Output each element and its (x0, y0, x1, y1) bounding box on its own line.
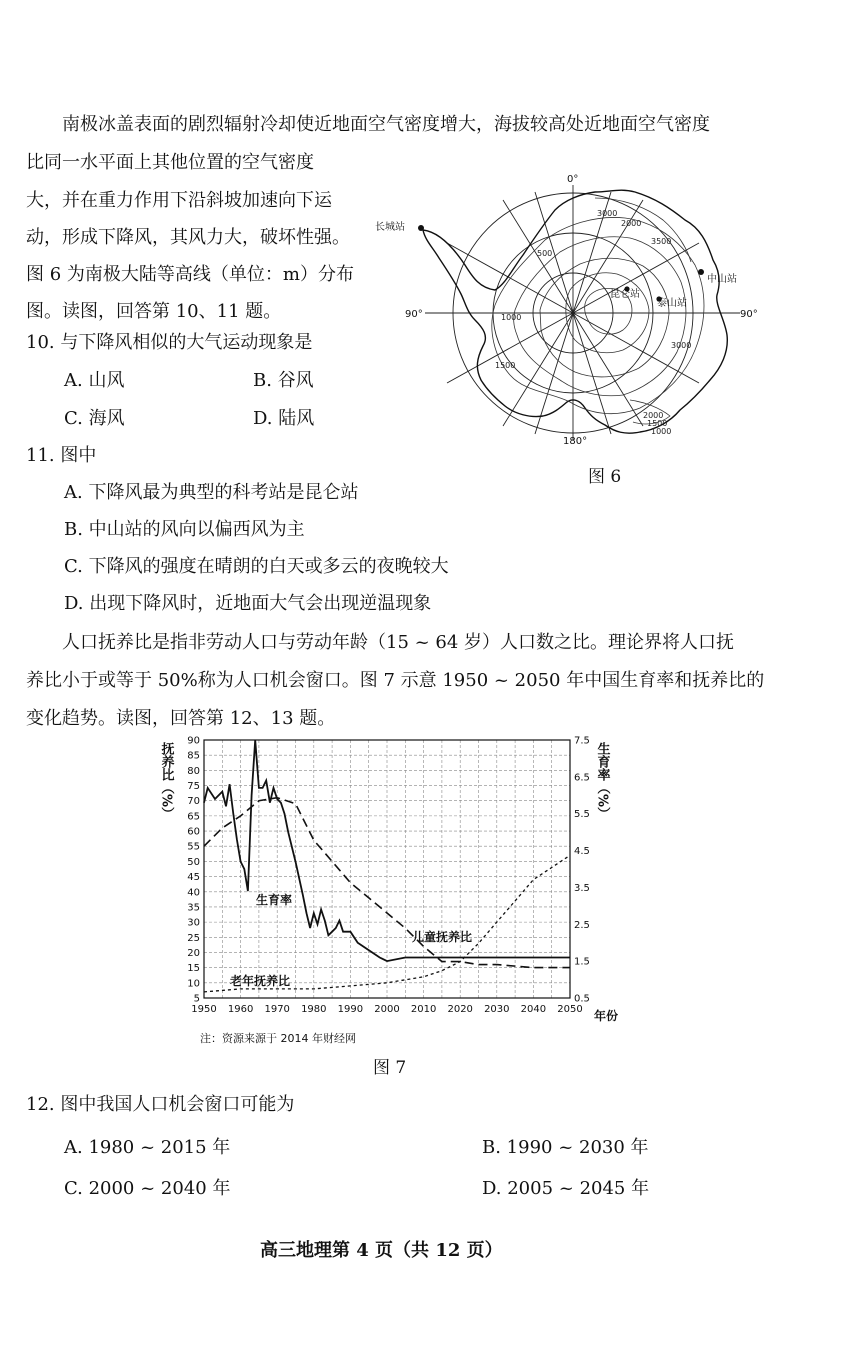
intro-line-2: 比同一水平面上其他位置的空气密度 (26, 152, 314, 173)
x-tick-label: 1970 (264, 1004, 290, 1015)
zhongshan-station-marker (698, 269, 704, 275)
y-left-tick-label: 80 (187, 765, 200, 777)
intro-line-6: 图。读图，回答第 10、11 题。 (26, 301, 282, 322)
q10-option-a[interactable]: A. 山风 (64, 370, 125, 391)
y-right-tick-label: 3.5 (574, 882, 590, 894)
x-tick-label: 1950 (191, 1004, 217, 1015)
y-left-tick-label: 50 (187, 856, 200, 868)
label-0deg: 0° (567, 174, 579, 185)
label-taishan-station: 泰山站 (657, 298, 687, 309)
contour-label: 3000 (597, 209, 618, 218)
label-fertility: 生育率 (256, 893, 293, 907)
population-chart (150, 730, 630, 1060)
contour-label: 3500 (651, 237, 672, 246)
x-tick-label: 1960 (227, 1004, 254, 1015)
q11-option-a[interactable]: A. 下降风最为典型的科考站是昆仑站 (64, 482, 359, 503)
q11-option-c[interactable]: C. 下降风的强度在晴朗的白天或多云的夜晚较大 (64, 556, 449, 577)
q10-option-d[interactable]: D. 陆风 (253, 408, 315, 429)
q12-stem: 12. 图中我国人口机会窗口可能为 (26, 1094, 295, 1115)
y-left-tick-label: 25 (187, 932, 200, 944)
q10-option-c[interactable]: C. 海风 (64, 408, 125, 429)
x-tick-label: 1980 (301, 1004, 327, 1015)
label-child-dependency: 儿童抚养比 (412, 930, 473, 944)
right-axis-label: 生育率（%） (594, 742, 610, 821)
y-right-tick-label: 2.5 (574, 919, 590, 931)
label-90deg-east: 90° (740, 309, 758, 320)
y-left-tick-label: 65 (187, 811, 200, 823)
contour-label: 1500 (647, 419, 668, 428)
y-left-tick-label: 35 (187, 902, 200, 914)
intro2-line-3: 变化趋势。读图，回答第 12、13 题。 (26, 708, 336, 729)
label-90deg-west: 90° (405, 309, 423, 320)
antarctica-contour-map (375, 170, 770, 455)
contour-line (540, 258, 669, 377)
x-tick-label: 2050 (557, 1004, 583, 1015)
label-elder-dependency: 老年抚养比 (230, 974, 291, 988)
contour-label: 1000 (651, 427, 672, 436)
q11-stem: 11. 图中 (26, 445, 97, 466)
x-tick-label: 2040 (520, 1004, 547, 1015)
y-left-tick-label: 20 (187, 947, 200, 959)
y-left-tick-label: 45 (187, 872, 200, 884)
q12-option-a[interactable]: A. 1980 ~ 2015 年 (64, 1137, 231, 1158)
q12-option-b[interactable]: B. 1990 ~ 2030 年 (482, 1137, 649, 1158)
y-right-tick-label: 0.5 (574, 993, 590, 1005)
q12-option-c[interactable]: C. 2000 ~ 2040 年 (64, 1178, 231, 1199)
contour-label: 2000 (643, 411, 664, 420)
y-left-tick-label: 15 (187, 963, 200, 975)
source-note: 注：资源来源于 2014 年财经网 (200, 1032, 356, 1045)
y-left-tick-label: 60 (187, 826, 200, 838)
x-tick-label: 1990 (337, 1004, 364, 1015)
y-left-ticks (187, 736, 200, 1005)
y-right-tick-label: 1.5 (574, 956, 590, 968)
intro2-line-2: 养比小于或等于 50%称为人口机会窗口。图 7 示意 1950 ~ 2050 年中国生育率和抚养比的 (26, 670, 765, 691)
y-right-tick-label: 5.5 (574, 809, 590, 821)
contour-label: 1000 (501, 313, 522, 322)
fig7-caption: 图 7 (373, 1058, 407, 1078)
x-axis-unit: 年份 (594, 1009, 619, 1023)
left-axis-label: 抚养比（%） (158, 742, 174, 821)
x-ticks (191, 1004, 582, 1015)
y-left-tick-label: 30 (187, 917, 200, 929)
intro-line-3: 大，并在重力作用下沿斜坡加速向下运 (26, 190, 332, 211)
x-tick-label: 2010 (410, 1004, 437, 1015)
intro-line-1: 南极冰盖表面的剧烈辐射冷却使近地面空气密度增大，海拔较高处近地面空气密度 (62, 114, 710, 135)
y-left-tick-label: 55 (187, 841, 200, 853)
label-changcheng-station: 长城站 (375, 222, 405, 233)
intro2-line-1: 人口抚养比是指非劳动人口与劳动年龄（15 ~ 64 岁）人口数之比。理论界将人口抚 (62, 632, 735, 653)
q12-option-d[interactable]: D. 2005 ~ 2045 年 (482, 1178, 650, 1199)
intro-line-5: 图 6 为南极大陆等高线（单位：m）分布 (26, 264, 354, 285)
q11-option-b[interactable]: B. 中山站的风向以偏西风为主 (64, 519, 305, 540)
page-footer: 高三地理第 4 页（共 12 页） (260, 1240, 503, 1261)
label-zhongshan-station: 中山站 (707, 274, 737, 285)
contour-label: 3000 (671, 341, 692, 350)
label-kunlun-station: 昆仑站 (610, 289, 640, 300)
x-tick-label: 2020 (447, 1004, 473, 1015)
contour-label: 1500 (495, 361, 516, 370)
fig6-caption: 图 6 (588, 467, 622, 487)
contour-label: 500 (537, 249, 553, 258)
q10-stem: 10. 与下降风相似的大气运动现象是 (26, 332, 313, 353)
y-left-tick-label: 40 (187, 887, 200, 899)
contour-line (514, 237, 686, 396)
x-tick-label: 2030 (484, 1004, 510, 1015)
x-tick-label: 2000 (374, 1004, 400, 1015)
y-right-tick-label: 4.5 (574, 846, 590, 858)
y-left-tick-label: 10 (187, 978, 200, 990)
y-left-tick-label: 70 (187, 796, 200, 808)
y-left-tick-label: 90 (187, 735, 200, 747)
y-left-tick-label: 85 (187, 750, 200, 762)
y-left-tick-label: 5 (193, 993, 200, 1005)
y-right-tick-label: 6.5 (574, 772, 590, 784)
contour-label: 2000 (621, 219, 642, 228)
q11-option-d[interactable]: D. 出现下降风时，近地面大气会出现逆温现象 (64, 593, 432, 614)
y-right-tick-label: 7.5 (574, 735, 590, 747)
intro-line-4: 动，形成下降风，其风力大，破坏性强。 (26, 227, 350, 248)
y-right-ticks (574, 736, 590, 1005)
contour-line (492, 217, 704, 413)
q10-option-b[interactable]: B. 谷风 (253, 370, 314, 391)
label-180deg: 180° (563, 436, 588, 447)
y-left-tick-label: 75 (187, 781, 200, 793)
changcheng-station-marker (418, 225, 424, 231)
